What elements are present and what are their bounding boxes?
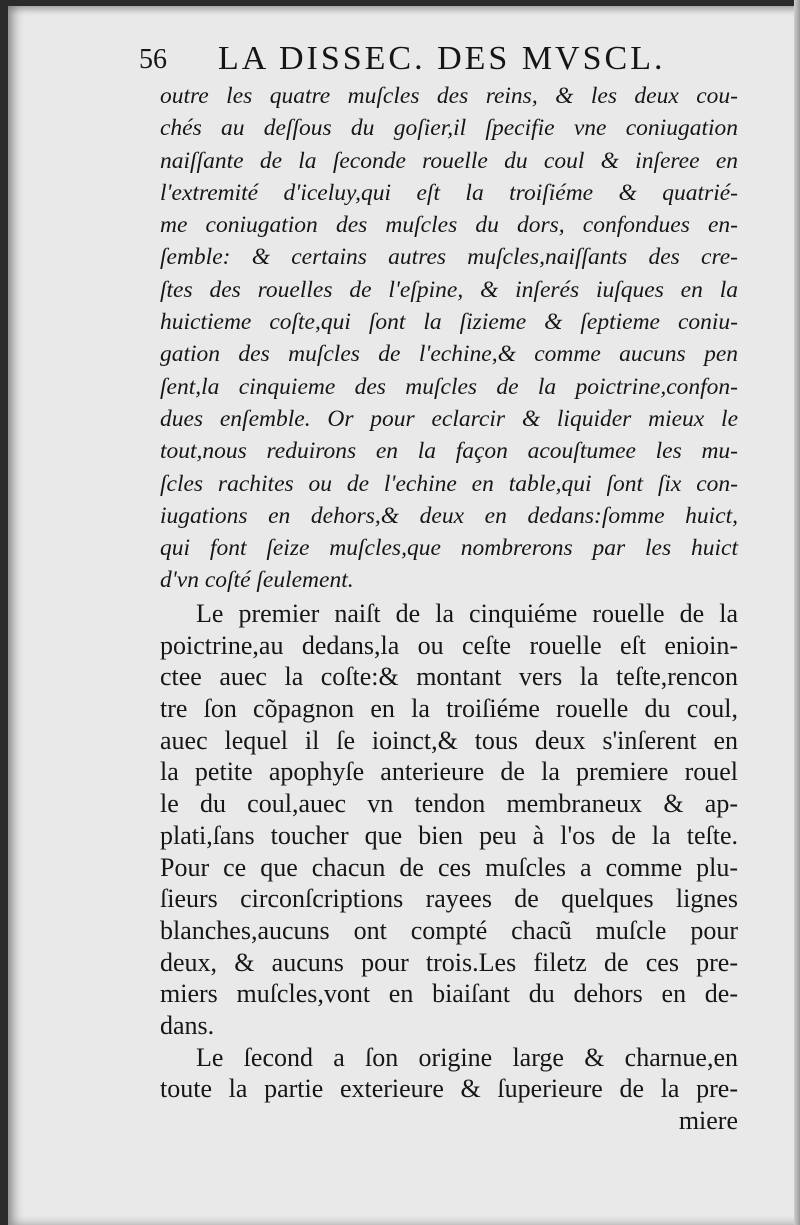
page-edge <box>794 0 800 1225</box>
text-line: ſtes des rouelles de l'eſpine, & inſerés iuſques en la <box>160 276 738 303</box>
page-header <box>0 40 800 80</box>
text-line: ſieurs circonſcriptions rayees de quelques lignes <box>160 884 738 914</box>
text-line: miers muſcles,vont en biaiſant du dehors en de- <box>160 979 738 1009</box>
italic-paragraph <box>160 80 738 597</box>
text-line: dans. <box>160 1010 215 1040</box>
text-line: toute la partie exterieure & ſuperieure de la pre- <box>160 1074 738 1104</box>
text-line: tout,nous reduirons en la façon acouſtumee les mu- <box>160 438 738 465</box>
roman-paragraphs <box>160 598 738 1137</box>
text-line: huictieme coſte,qui ſont la ſizieme & ſeptieme coniu- <box>160 309 738 336</box>
text-line: l'extremité d'iceluy,qui eſt la troiſiéme & quatrié- <box>160 179 738 206</box>
text-line: Pour ce que chacun de ces muſcles a comme plu- <box>160 852 738 882</box>
catchword: miere <box>678 1106 738 1135</box>
text-line: ſemble: & certains autres muſcles,naiſſants des cre- <box>160 244 738 271</box>
text-line: ctee auec la coſte:& montant vers la teſte,rencon <box>160 662 738 692</box>
text-line: Le premier naiſt de la cinquiéme rouelle de la <box>196 599 738 628</box>
text-line: gation des muſcles de l'echine,& comme aucuns pen <box>160 341 738 368</box>
text-line: auec lequel il ſe ioinct,& tous deux s'inſerent en <box>160 725 738 755</box>
text-line: ſent,la cinquieme des muſcles de la poictrine,confon- <box>160 373 738 400</box>
running-title: LA DISSEC. DES MVSCL. <box>218 40 666 77</box>
text-line: ſcles rachites ou de l'echine en table,qui ſont ſix con- <box>160 470 738 497</box>
text-line: la petite apophyſe anterieure de la premiere rouel <box>160 757 738 787</box>
text-line: naiſſante de la ſeconde rouelle du coul & inſeree en <box>160 147 738 174</box>
text-line: outre les quatre muſcles des reins, & les deux cou- <box>160 83 738 109</box>
text-line: Le ſecond a ſon origine large & charnue,en <box>196 1042 738 1072</box>
text-line: dues enſemble. Or pour eclarcir & liquider mieux le <box>160 405 738 432</box>
text-line: tre ſon cõpagnon en la troiſiéme rouelle du coul, <box>160 694 738 724</box>
text-line: iugations en dehors,& deux en dedans:ſomme huict, <box>160 502 738 529</box>
text-line: qui font ſeize muſcles,que nombrerons par les huict <box>160 535 738 562</box>
text-line: d'vn coſté ſeulement. <box>160 567 354 594</box>
text-line: le du coul,auec vn tendon membraneux & ap- <box>160 789 738 819</box>
text-line: blanches,aucuns ont compté chacũ muſcle pour <box>160 915 738 945</box>
text-line: plati,ſans toucher que bien peu à l'os de la teſte. <box>160 820 738 850</box>
text-line: deux, & aucuns pour trois.Les filetz de ces pre- <box>160 947 738 977</box>
text-line: chés au deſſous du goſier,il ſpecifie vne coniugation <box>160 115 738 142</box>
text-line: me coniugation des muſcles du dors, confondues en- <box>160 212 738 239</box>
page-number: 56 <box>139 44 167 75</box>
text-line: poictrine,au dedans,la ou ceſte rouelle eſt enioin- <box>160 630 738 660</box>
